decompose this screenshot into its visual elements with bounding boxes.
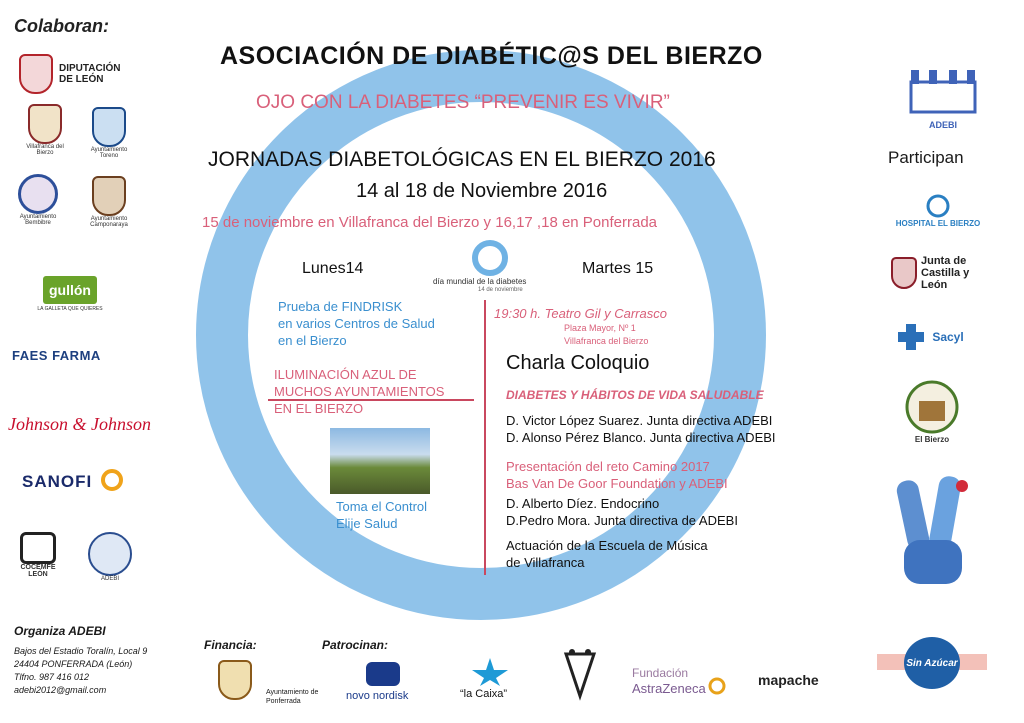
address-1: Plaza Mayor, Nº 1: [564, 323, 636, 333]
toreno-logo: [84, 104, 134, 162]
ponferrada-label: Ayuntamiento de Ponferrada: [266, 689, 319, 705]
music-line: de Villafranca: [506, 555, 585, 570]
world-diabetes-day-date: 14 de noviembre: [478, 287, 523, 293]
address-line-1: Bajos del Estadio Toralín, Local 9: [14, 646, 148, 656]
junta-label: Junta de Castilla y León: [921, 255, 970, 291]
castle-seal-icon: [901, 379, 963, 435]
johnson-johnson-logo: Johnson & Johnson: [8, 414, 151, 434]
speakers-block-2: [506, 495, 738, 529]
novo-nordisk-logo: novo nordisk: [346, 690, 409, 702]
toreno-label: Ayuntamiento Toreno: [90, 147, 128, 159]
abstract-mark-icon: [560, 646, 600, 702]
speakers-block: [506, 412, 776, 446]
music-line: Actuación de la Escuela de Música: [506, 538, 708, 553]
event-dates: 14 al 18 de Noviembre 2016: [356, 180, 608, 202]
organiza-address: [14, 645, 147, 697]
sin-azucar-logo: [872, 636, 992, 690]
astrazeneca-swirl-icon: [706, 676, 728, 696]
camponaraya-logo: [84, 172, 134, 232]
astrazeneca-logo: AstraZeneca: [632, 681, 706, 696]
crest-icon: [92, 107, 126, 147]
iluminacion-block: [274, 366, 444, 417]
sin-azucar-label: Sin Azúcar: [904, 637, 960, 689]
ponferrada-crest-icon: [218, 660, 252, 700]
asociacion-discapacidad-logo: [82, 530, 138, 584]
address-2: Villafranca del Bierzo: [564, 336, 649, 346]
bembibre-label: Ayuntamiento Bembibre: [19, 214, 57, 226]
financia-label: Financia:: [204, 638, 257, 652]
toma-line: Elije Salud: [336, 516, 398, 531]
slogan: OJO CON LA DIABETES “PREVENIR ES VIVIR”: [256, 92, 670, 113]
toma-line: Toma el Control: [336, 499, 428, 514]
phone-line: Tlfno. 987 416 012: [14, 672, 90, 682]
martes-heading: Martes 15: [582, 260, 654, 277]
presentation-line: Presentación del reto Camino 2017: [506, 459, 710, 474]
divider: [484, 300, 486, 575]
castle-icon: [903, 62, 983, 120]
email-link[interactable]: adebi2012@gmail.com: [14, 685, 107, 695]
novo-nordisk-bull-icon: [358, 656, 408, 690]
sacyl-label: Sacyl: [932, 330, 964, 344]
crest-icon: [92, 176, 126, 216]
la-caixa-star-icon: [470, 656, 510, 686]
world-diabetes-day-label: día mundial de la diabetes: [433, 277, 527, 286]
findrisk-line: Prueba de FINDRISK: [278, 299, 403, 314]
presentation-line: Bas Van De Goor Foundation y ADEBI: [506, 476, 728, 491]
diputacion-leon-logo: [14, 50, 124, 98]
gullon-label: gullón: [43, 276, 97, 304]
page-title: ASOCIACIÓN DE DIABÉTIC@S DEL BIERZO: [220, 42, 763, 70]
sanofi-logo: SANOFI: [22, 472, 93, 491]
event-title: JORNADAS DIABETOLÓGICAS EN EL BIERZO 2016: [208, 148, 716, 171]
patrocinan-label: Patrocinan:: [322, 638, 389, 652]
sanofi-swirl-icon: [100, 468, 124, 492]
bembibre-logo: [10, 170, 66, 230]
topic: DIABETES Y HÁBITOS DE VIDA SALUDABLE: [506, 388, 764, 402]
cocemfe-leon-logo: [10, 528, 66, 582]
junta-castilla-leon-logo: [890, 248, 986, 298]
diputacion-leon-label: DIPUTACIÓN DE LEÓN: [59, 63, 121, 85]
round-seal-icon: [88, 532, 132, 576]
adebi-label: ADEBI: [928, 120, 957, 130]
round-seal-icon: [18, 174, 58, 214]
sacyl-logo: [890, 318, 970, 356]
wheelchair-icon: [20, 532, 56, 564]
event-locations: 15 de noviembre en Villafranca del Bierzo y 16,17 ,18 en Ponferrada: [202, 214, 658, 231]
organiza-label: Organiza ADEBI: [14, 624, 106, 638]
el-bierzo-label: El Bierzo: [914, 434, 950, 444]
mountain-photo: [330, 428, 430, 494]
fundacion-label: Fundación: [632, 666, 689, 680]
villafranca-logo: [20, 104, 70, 156]
lunes-heading: Lunes14: [302, 260, 364, 277]
world-diabetes-day-ring-icon: [470, 238, 510, 278]
el-bierzo-health-logo: [892, 372, 972, 450]
gullon-tagline: LA GALLETA QUE QUIERES: [37, 306, 103, 312]
faes-farma-logo: FAES FARMA: [12, 348, 101, 363]
toma-control-block: [336, 498, 427, 532]
speaker-line: D.Pedro Mora. Junta directiva de ADEBI: [506, 513, 738, 528]
colaboran-heading: Colaboran:: [14, 16, 110, 36]
gullon-logo: [32, 270, 108, 318]
address-line-2: 24404 PONFERRADA (León): [14, 659, 133, 669]
camponaraya-label: Ayuntamiento Camponaraya: [90, 216, 128, 228]
crest-icon: [891, 257, 917, 289]
findrisk-line: en el Bierzo: [278, 333, 347, 348]
mapache-logo: mapache: [758, 672, 819, 688]
adebi-logo: [898, 48, 988, 144]
findrisk-line: en varios Centros de Salud: [278, 316, 435, 331]
speaker-line: D. Alonso Pérez Blanco. Junta directiva ADEBI: [506, 430, 776, 445]
iluminacion-line: MUCHOS AYUNTAMIENTOS: [274, 384, 445, 399]
speaker-line: D. Victor López Suarez. Junta directiva ADEBI: [506, 413, 773, 428]
victory-hand-icon: [890, 470, 974, 590]
charla-heading: Charla Coloquio: [506, 352, 650, 374]
findrisk-block: [278, 298, 435, 349]
speaker-line: D. Alberto Díez. Endocrino: [506, 496, 660, 511]
crest-icon: [28, 104, 62, 144]
seal-label: ADEBI: [100, 576, 119, 582]
iluminacion-line: EN EL BIERZO: [274, 401, 364, 416]
participan-heading: Participan: [888, 148, 964, 167]
hospital-label: HOSPITAL EL BIERZO: [895, 218, 981, 228]
time-place: 19:30 h. Teatro Gil y Carrasco: [494, 306, 667, 321]
iluminacion-line: ILUMINACIÓN AZUL DE: [274, 367, 417, 382]
cocemfe-label: COCEMFE LEÓN: [20, 564, 56, 578]
cross-icon: [896, 322, 926, 352]
music-block: [506, 537, 708, 571]
hospital-icon: [923, 193, 953, 219]
crest-icon: [19, 54, 53, 94]
presentation-block: [506, 458, 728, 492]
hospital-bierzo-logo: [892, 188, 984, 232]
la-caixa-logo: “la Caixa”: [460, 688, 508, 700]
villafranca-label: Villafranca del Bierzo: [26, 144, 64, 156]
